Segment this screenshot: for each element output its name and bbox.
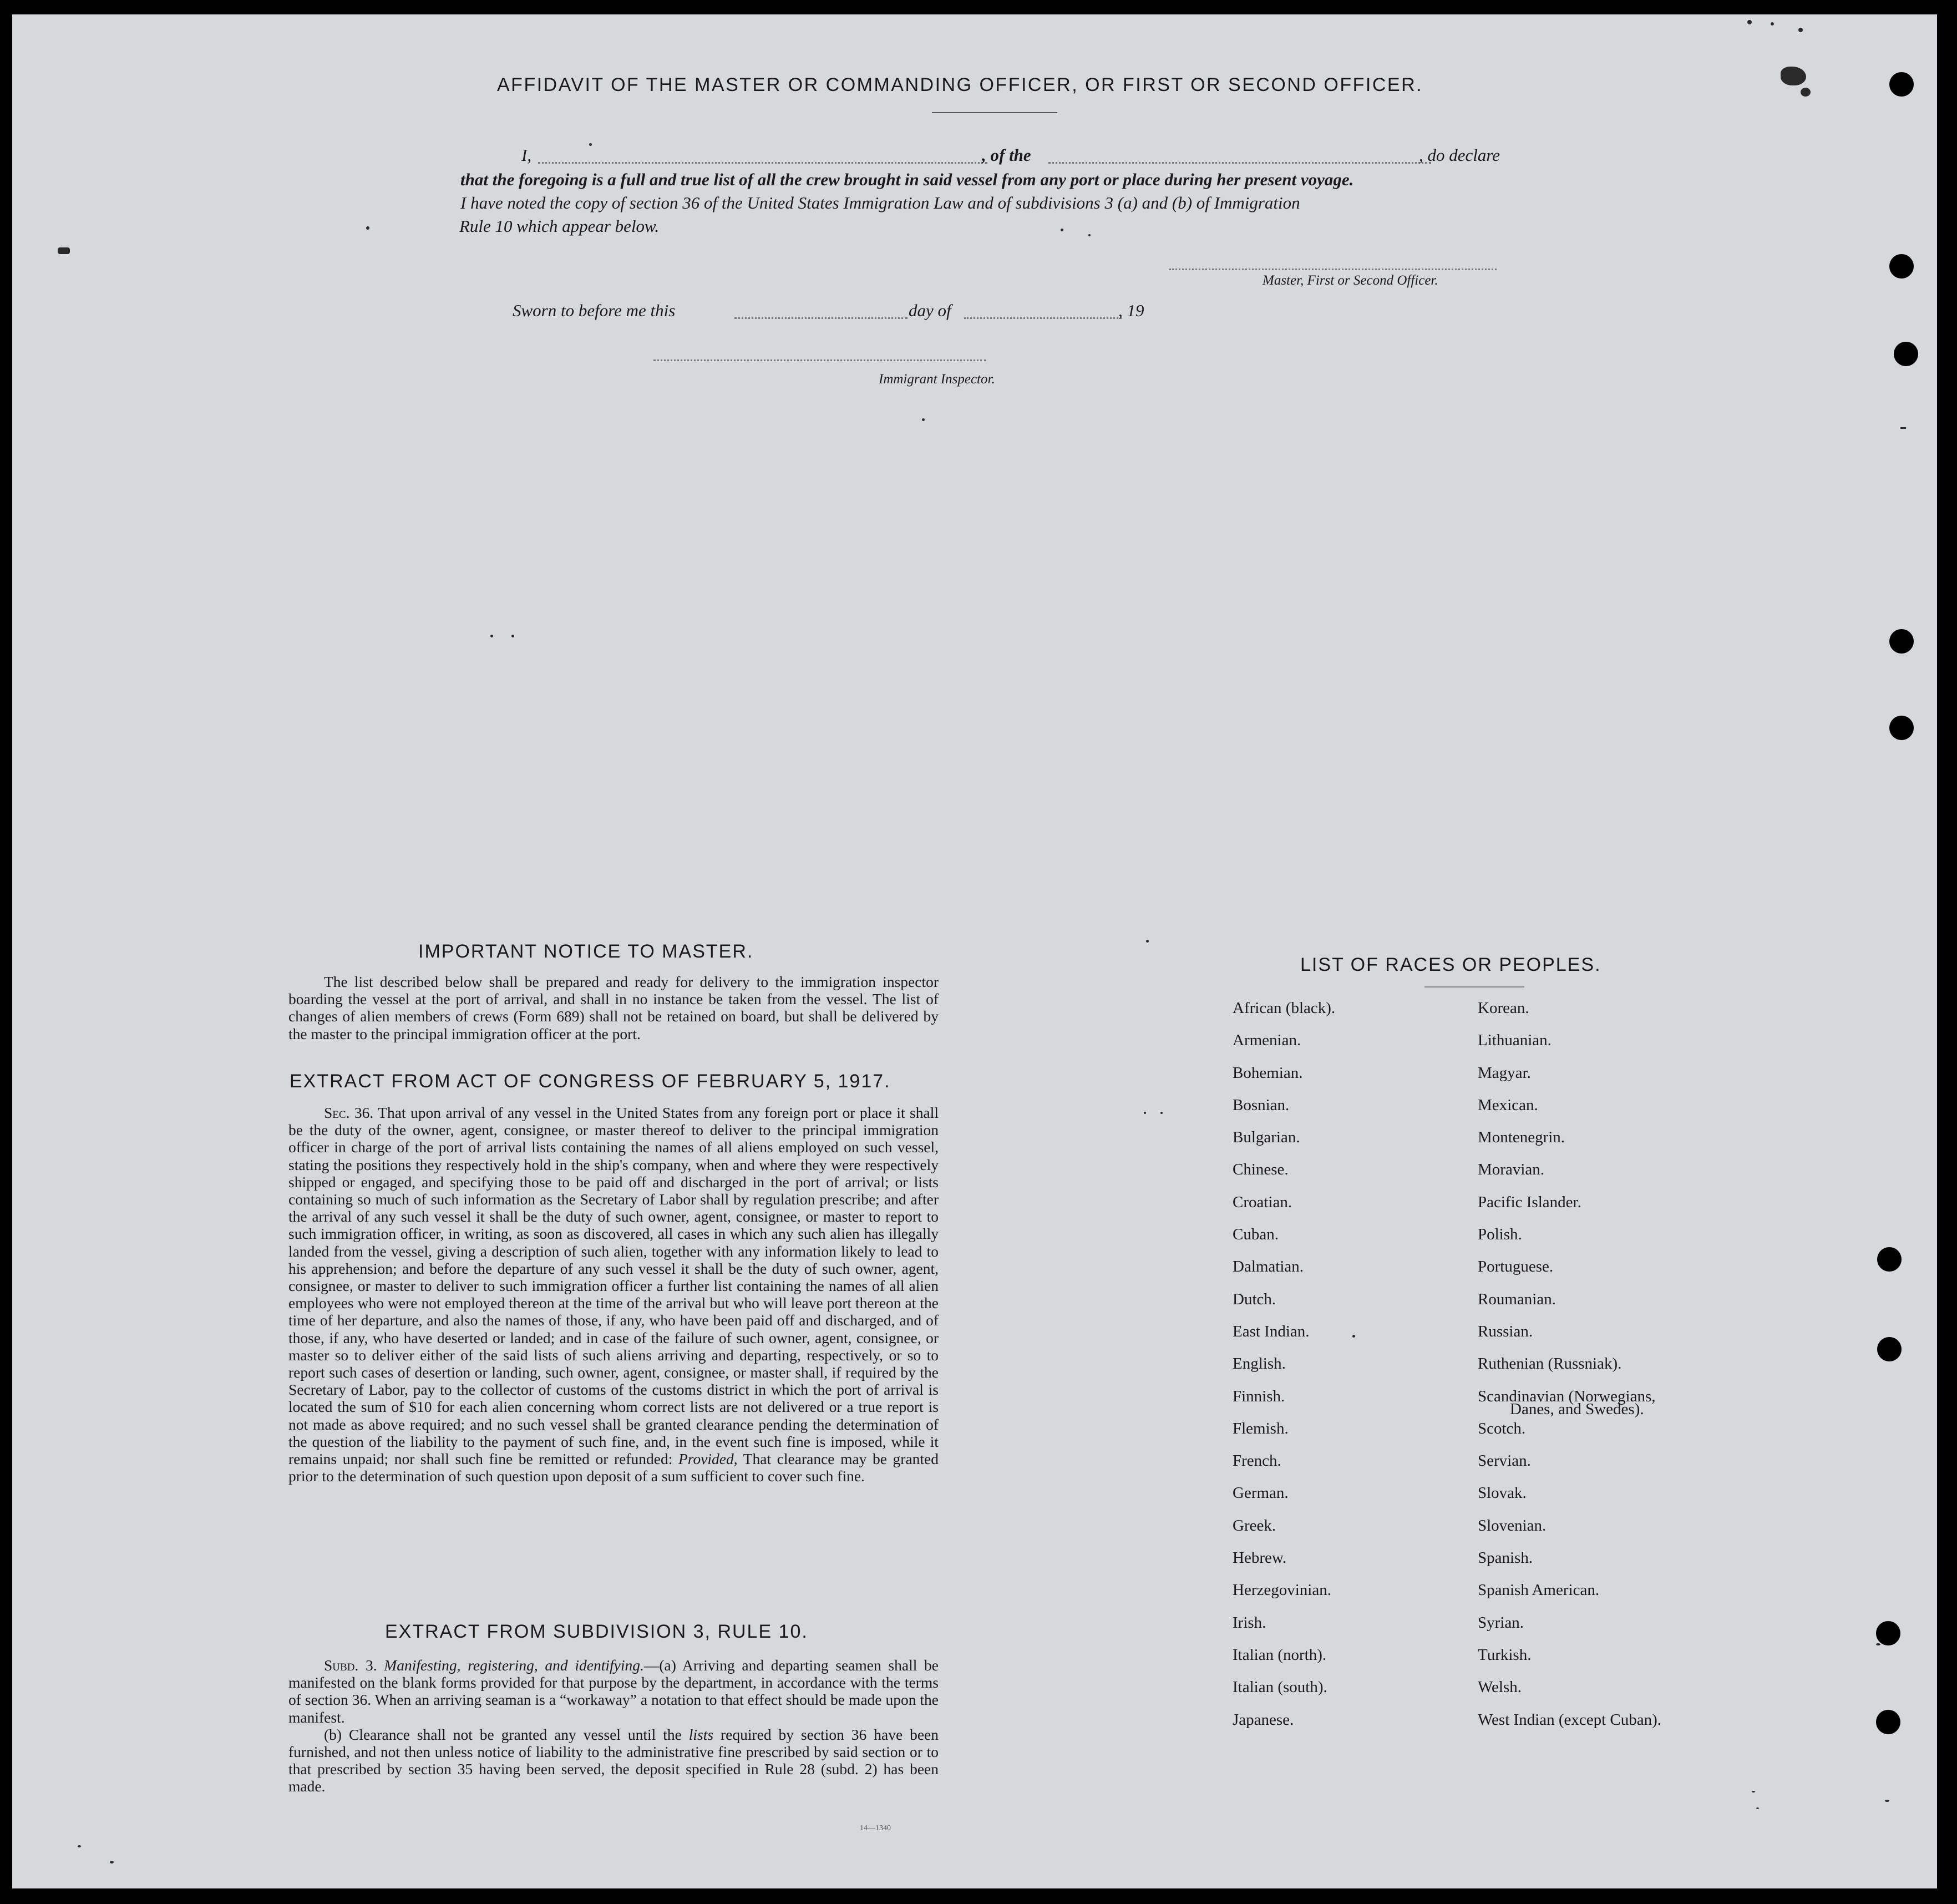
speck [1747, 20, 1752, 24]
inspector-blank-line[interactable] [653, 359, 986, 361]
affidavit-line-3: I have noted the copy of section 36 of the United States Immigration Law and of subdivisions 3 (a) and (b) of Immigration [460, 193, 1300, 212]
race-item-english: English. [1233, 1355, 1286, 1373]
binder-hole [1876, 1710, 1900, 1734]
signature-blank-line[interactable] [1169, 269, 1497, 270]
race-item-bosnian: Bosnian. [1233, 1096, 1290, 1114]
sworn-prefix: Sworn to before me this [513, 301, 676, 320]
speck [589, 143, 592, 146]
affidavit-line-2: that the foregoing is a full and true list of all the crew brought in said vessel from any port or place during her present voyage. [460, 170, 1354, 189]
races-title: LIST OF RACES OR PEOPLES. [1300, 954, 1601, 975]
races-left-column [1233, 999, 1335, 1743]
provided-word: Provided, [678, 1450, 738, 1468]
race-item-scotch: Scotch. [1478, 1419, 1526, 1437]
affidavit-i: I, [521, 145, 532, 165]
rule-para-b-text: required by section 36 have been furnished, and not then unless notice of liability to the administrative fine prescribed by said section or to that prescribed by section 35 having been served, the deposit specified in Rule 28 (subd. 2) has been made. [288, 1725, 939, 1795]
speck [78, 1845, 81, 1847]
vessel-blank-line[interactable] [1048, 162, 1431, 164]
race-item-russian: Russian. [1478, 1322, 1533, 1340]
races-rule [1424, 986, 1524, 988]
binder-hole [1889, 629, 1914, 654]
race-item-herzegovinian: Herzegovinian. [1233, 1581, 1331, 1599]
race-item-spanish: Spanish. [1478, 1549, 1533, 1567]
race-item-finnish: Finnish. [1233, 1387, 1285, 1405]
race-item-polish: Polish. [1478, 1226, 1522, 1244]
affidavit-declare: , do declare [1419, 145, 1500, 165]
speck [58, 247, 70, 254]
speck [1885, 1800, 1889, 1802]
race-item-moravian: Moravian. [1478, 1161, 1544, 1179]
rule-para-a-text: —(a) Arriving and departing seamen shall be manifested on the blank forms provided for that purpose by the department, in accordance with the terms of section 36. When an arriving seaman is a “workaway” a notation to that effect should be made upon the manifest. [288, 1657, 939, 1726]
race-item-italian-north: Italian (north). [1233, 1645, 1327, 1664]
race-item-lithuanian: Lithuanian. [1478, 1031, 1552, 1050]
form-code: 14—1340 [860, 1824, 891, 1832]
sworn-month-blank[interactable] [964, 317, 1122, 319]
race-item-german: German. [1233, 1484, 1289, 1502]
race-item-dalmatian: Dalmatian. [1233, 1258, 1304, 1276]
section-label: Sec. 36. [324, 1104, 374, 1121]
binder-hole [1889, 254, 1914, 278]
speck [1798, 28, 1803, 32]
race-item-syrian: Syrian. [1478, 1613, 1524, 1632]
act-extract-title: EXTRACT FROM ACT OF CONGRESS OF FEBRUARY 5, 1917. [290, 1071, 891, 1092]
race-item-chinese: Chinese. [1233, 1161, 1289, 1179]
race-item-korean: Korean. [1478, 999, 1529, 1017]
race-item-ruthenian-russniak: Ruthenian (Russniak). [1478, 1355, 1622, 1373]
race-item-turkish: Turkish. [1478, 1645, 1532, 1664]
race-item-scandinavian-norwegians: Scandinavian (Norwegians, [1478, 1387, 1656, 1405]
notice-title: IMPORTANT NOTICE TO MASTER. [418, 941, 754, 962]
subd-label: Subd. 3. [324, 1657, 377, 1674]
race-item-pacific-islander: Pacific Islander. [1478, 1193, 1581, 1211]
subd-heading: Manifesting, registering, and identifying. [384, 1657, 644, 1674]
signature-label: Master, First or Second Officer. [1263, 273, 1438, 288]
race-item-bulgarian: Bulgarian. [1233, 1128, 1300, 1147]
affidavit-title: AFFIDAVIT OF THE MASTER OR COMMANDING OFFICER, OR FIRST OR SECOND OFFICER. [497, 74, 1423, 95]
speck [922, 418, 925, 421]
section-36-text: That upon arrival of any vessel in the United States from any foreign port or place it shall be the duty of the owner, agent, consignee, or master thereof to deliver to the principal immigration officer in charge of the port of arrival lists containing the names of all aliens employed on such vessel, stating the positions they respectively hold in the ship's company, when and where they were respectively shipped or engaged, and specifying those to be paid off and discharged in the port of arrival; or lists containing so much of such information as the Secretary of Labor shall by regulation prescribe; and after the arrival of any such vessel it shall be the duty of such owner, agent, consignee, or master to report to such immigration officer, in writing, as soon as discovered, all cases in which any such alien has illegally landed from the vessel, giving a description of such alien, together with any information likely to lead to his apprehension; and before the departure of any such vessel it shall be the duty of such owner, agent, consignee, or master to deliver to such immigration officer a further list containing the names of all alien employees who were not employed thereon at the time of the arrival but who will leave port thereon at the time of her departure, and also the names of those, if any, who have been paid off and discharged, and of those, if any, who have deserted or landed; and in case of the failure of such owner, agent, consignee, or master so to deliver either of the said lists of such aliens arriving and departing, respectively, or so to report such cases of desertion or landing, such owner, agent, consignee, or master shall, if required by the Secretary of Labor, pay to the collector of customs of the customs district in which the port of arrival is located the sum of $10 for each alien concerning whom correct lists are not delivered or a true report is not made as above required; and no such vessel shall be granted clearance pending the determination of the question of the liability to the payment of such fine, and, in the event such fine is imposed, while it remains unpaid; nor shall such fine be remitted or refunded: [288, 1104, 939, 1468]
race-item-french: French. [1233, 1452, 1281, 1470]
race-item-dutch: Dutch. [1233, 1290, 1276, 1308]
race-item-portuguese: Portuguese. [1478, 1258, 1554, 1276]
notice-paragraph: The list described below shall be prepared and ready for delivery to the immigration inspector boarding the vessel at the port of arrival, and shall in no instance be taken from the vessel. The list of changes of alien members of crews (Form 689) shall not be retained on board, but shall be delivered by the master to the principal immigration officer at the port. [288, 973, 939, 1042]
race-item-hebrew: Hebrew. [1233, 1549, 1287, 1567]
race-item-spanish-american: Spanish American. [1478, 1581, 1600, 1599]
speck [1900, 427, 1906, 429]
sworn-year: , 19 [1118, 301, 1144, 320]
binder-hole [1877, 1337, 1902, 1361]
inspector-label: Immigrant Inspector. [879, 372, 995, 387]
speck [1061, 229, 1063, 231]
rule-para-a [288, 1657, 939, 1726]
race-item-slovenian: Slovenian. [1478, 1516, 1547, 1535]
rule-10-text [288, 1657, 939, 1795]
race-item-croatian: Croatian. [1233, 1193, 1292, 1211]
binder-hole [1877, 1247, 1902, 1272]
binder-hole [1894, 342, 1918, 366]
race-item-irish: Irish. [1233, 1613, 1266, 1632]
rule-para-b-start: (b) Clearance shall not be granted any vessel until the [324, 1725, 682, 1743]
race-item-greek: Greek. [1233, 1516, 1276, 1535]
speck [1771, 22, 1774, 26]
race-item-magyar: Magyar. [1478, 1064, 1531, 1082]
race-item-flemish: Flemish. [1233, 1419, 1289, 1437]
race-item-scandinavian-cont: Danes, and Swedes). [1510, 1400, 1644, 1418]
rule-para-b [288, 1726, 939, 1795]
rule-extract-title: EXTRACT FROM SUBDIVISION 3, RULE 10. [385, 1621, 808, 1642]
binder-hole [1876, 1621, 1900, 1645]
race-item-east-indian: East Indian. [1233, 1322, 1310, 1340]
speck [366, 226, 369, 230]
binder-hole [1889, 716, 1914, 740]
sworn-day-of: day of [909, 301, 951, 320]
title-rule [932, 112, 1057, 113]
speck [110, 1861, 114, 1864]
race-item-cuban: Cuban. [1233, 1226, 1279, 1244]
lists-word: lists [688, 1725, 714, 1743]
race-item-west-indian-except-cuban: West Indian (except Cuban). [1478, 1710, 1662, 1729]
binder-hole [1889, 72, 1914, 97]
speck [1752, 1791, 1755, 1792]
speck [1876, 1643, 1880, 1645]
speck [1756, 1807, 1759, 1809]
race-item-japanese: Japanese. [1233, 1710, 1294, 1729]
race-item-mexican: Mexican. [1478, 1096, 1538, 1114]
ink-blot [1781, 67, 1806, 85]
form-sheet [12, 14, 1937, 1888]
race-item-welsh: Welsh. [1478, 1678, 1522, 1697]
race-item-slovak: Slovak. [1478, 1484, 1527, 1502]
speck [1352, 1335, 1355, 1338]
section-36-paragraph [288, 1104, 939, 1485]
name-blank-line[interactable] [538, 162, 987, 164]
race-item-servian: Servian. [1478, 1452, 1531, 1470]
speck [1088, 234, 1091, 236]
sworn-day-blank[interactable] [734, 317, 907, 319]
race-item-african-black: African (black). [1233, 999, 1336, 1017]
races-right-column [1478, 999, 1661, 1743]
race-item-roumanian: Roumanian. [1478, 1290, 1556, 1308]
speck [1160, 1112, 1163, 1114]
race-item-italian-south: Italian (south). [1233, 1678, 1327, 1697]
race-item-bohemian: Bohemian. [1233, 1064, 1303, 1082]
race-item-montenegrin: Montenegrin. [1478, 1128, 1565, 1147]
speck [1144, 1112, 1146, 1114]
affidavit-line-4: Rule 10 which appear below. [459, 216, 660, 236]
affidavit-of-the: , of the [982, 145, 1031, 165]
speck [511, 635, 514, 637]
speck [490, 635, 493, 637]
race-item-armenian: Armenian. [1233, 1031, 1301, 1050]
section-36-text-end: That clearance may be granted prior to the determination of such question upon deposit of a sum sufficient to cover such fine. [288, 1450, 939, 1485]
speck [1801, 88, 1811, 97]
speck [1146, 940, 1149, 943]
